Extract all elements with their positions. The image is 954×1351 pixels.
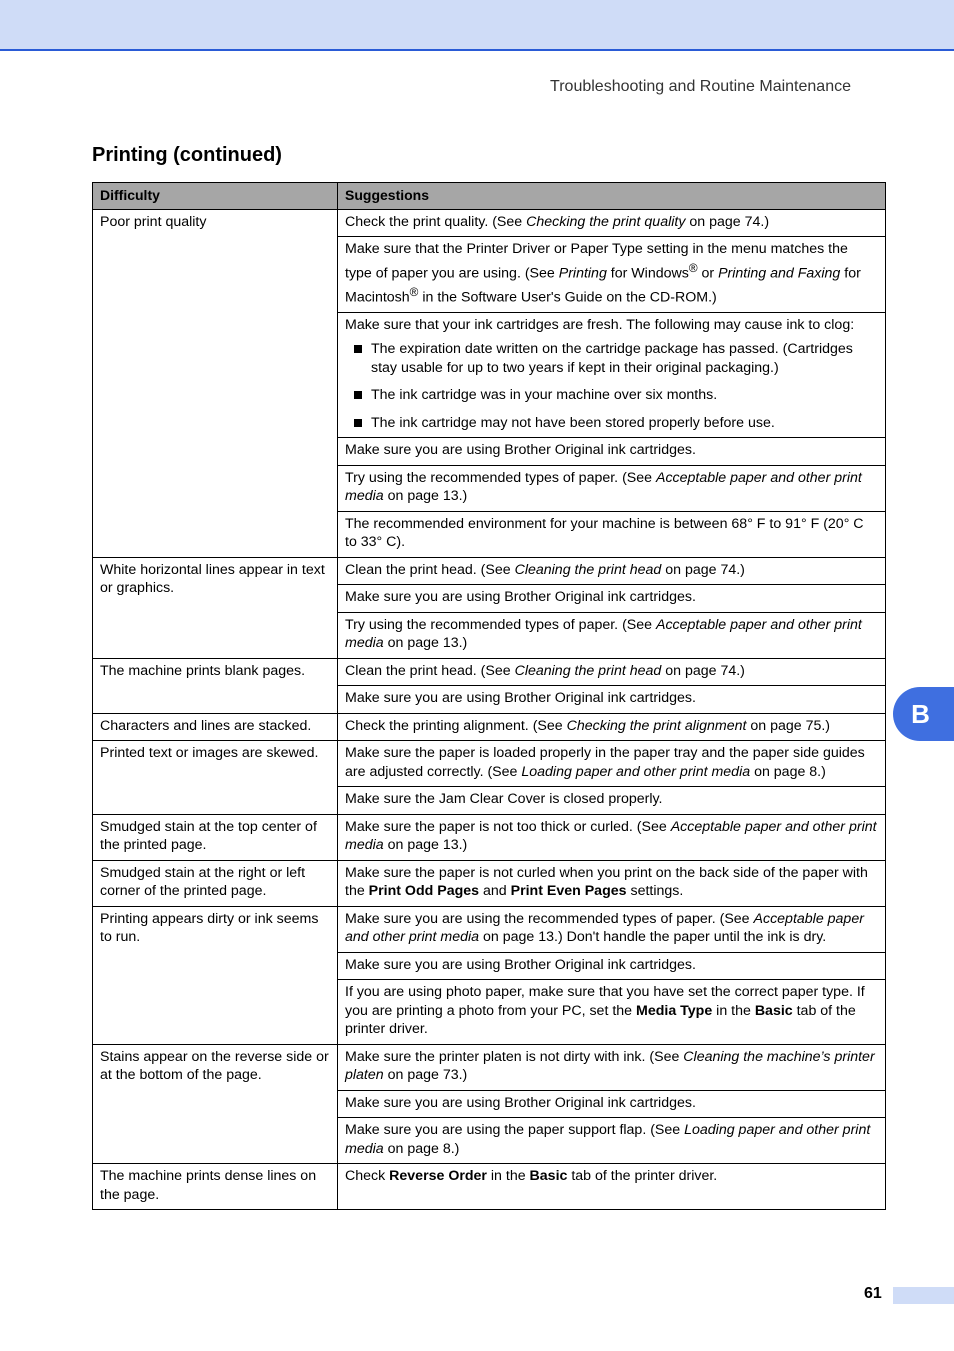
text-run: and (479, 883, 511, 900)
cross-reference: Acceptable paper and other print media (345, 616, 862, 652)
cross-reference: Cleaning the print head (514, 561, 662, 578)
table-row (93, 860, 886, 906)
table-row (93, 741, 886, 787)
cross-reference: Loading paper and other print media (345, 1122, 871, 1157)
suggestion-cell (338, 237, 886, 313)
text-run: Check (345, 1168, 390, 1185)
ui-term: Reverse Order (389, 1168, 487, 1185)
suggestion-cell (338, 860, 886, 906)
suggestion-cell (338, 1164, 886, 1210)
cross-reference: Checking the print alignment (566, 717, 747, 734)
text-run: in the (486, 1168, 530, 1185)
suggestion-cell (338, 1118, 886, 1164)
text-run: Try using the recommended types of paper. (See (345, 616, 656, 633)
text-run: on page 13.) (383, 635, 468, 652)
cross-reference: Acceptable paper and other print media (345, 818, 877, 854)
difficulty-cell: Stains appear on the reverse side or at the bottom of the page. (93, 1044, 338, 1164)
text-run: for Windows (606, 265, 689, 282)
cross-reference: Cleaning the print head (514, 662, 662, 679)
text-run: The recommended environment for your machine is between 68° F to 91° F (20° C to 33° C). (345, 515, 864, 551)
text-run: Make sure that the Printer Driver or Paper Type setting in the menu matches the type of paper you are using. (See (345, 241, 848, 282)
text-run: Make sure you are using Brother Original ink cartridges. (345, 956, 696, 973)
registered-mark: ® (409, 284, 419, 299)
suggestion-cell (338, 980, 886, 1045)
bullet-item: The expiration date written on the cartridge package has passed. (Cartridges stay usable for up to two years if kept in their original packaging.) (345, 340, 878, 377)
text-run: Make sure the paper is loaded properly in the paper tray and the paper side guides are adjusted correctly. (See (345, 745, 865, 780)
suggestion-cell (338, 686, 886, 714)
footer-bar (893, 1287, 954, 1304)
ui-term: Basic (529, 1168, 568, 1185)
table-row (93, 713, 886, 741)
text-run: on page 74.) (661, 662, 745, 679)
text-run: in the Software User's Guide on the CD-ROM.) (418, 289, 717, 306)
suggestion-cell (338, 612, 886, 658)
text-run: on page 75.) (746, 717, 831, 734)
suggestion-cell (338, 465, 886, 511)
difficulty-cell: Smudged stain at the right or left corner of the printed page. (93, 860, 338, 906)
cross-reference: Printing and Faxing (718, 265, 841, 282)
suggestion-cell (338, 952, 886, 980)
text-run: Make sure you are using Brother Original ink cartridges. (345, 1094, 696, 1111)
troubleshooting-table (92, 182, 886, 1210)
difficulty-cell: White horizontal lines appear in text or graphics. (93, 557, 338, 658)
ui-term: Media Type (636, 1002, 713, 1019)
suggestion-cell (338, 1044, 886, 1090)
column-header-difficulty: Difficulty (93, 183, 338, 210)
suggestion-cell (338, 585, 886, 613)
header-band (0, 0, 954, 51)
table-row (93, 814, 886, 860)
text-run: Make sure the Jam Clear Cover is closed properly. (345, 791, 663, 808)
text-run: on page 8.) (750, 763, 826, 780)
ui-term: Basic (754, 1002, 793, 1019)
text-run: for Macintosh (345, 265, 861, 306)
text-run: Check the print quality. (See (345, 213, 527, 230)
text-run: on page 13.) Don't handle the paper until the ink is dry. (479, 929, 827, 946)
text-run: settings. (626, 883, 684, 900)
table-row (93, 906, 886, 952)
table-header-row (93, 183, 886, 210)
table-row (93, 1164, 886, 1210)
suggestion-cell (338, 511, 886, 557)
text-run: Make sure you are using the recommended types of paper. (See (345, 910, 754, 927)
appendix-tab: B (893, 687, 954, 741)
text-run: Try using the recommended types of paper. (See (345, 469, 656, 486)
ui-term: Print Even Pages (510, 883, 627, 900)
suggestion-intro: Make sure that your ink cartridges are fresh. The following may cause ink to clog: (345, 316, 855, 333)
text-run: Make sure you are using Brother Original ink cartridges. (345, 690, 696, 707)
difficulty-cell: The machine prints dense lines on the page. (93, 1164, 338, 1210)
suggestion-cell (338, 741, 886, 787)
suggestion-cell (338, 713, 886, 741)
cross-reference: Checking the print quality (526, 213, 686, 230)
cross-reference: Cleaning the machine’s printer platen (345, 1048, 875, 1084)
bullet-item: The ink cartridge may not have been stored properly before use. (345, 414, 878, 433)
suggestion-cell (338, 814, 886, 860)
text-run: or (697, 265, 719, 282)
suggestion-cell (338, 787, 886, 815)
table-row (93, 658, 886, 686)
text-run: on page 74.) (685, 213, 770, 230)
text-run: Make sure you are using Brother Original ink cartridges. (345, 589, 696, 606)
bullet-list (345, 340, 878, 432)
text-run: Clean the print head. (See (345, 662, 515, 679)
running-header: Troubleshooting and Routine Maintenance (550, 78, 851, 95)
text-run: on page 74.) (661, 561, 745, 578)
difficulty-cell: Printing appears dirty or ink seems to run. (93, 906, 338, 1044)
suggestion-cell (338, 658, 886, 686)
difficulty-cell: Smudged stain at the top center of the printed page. (93, 814, 338, 860)
suggestion-cell (338, 1090, 886, 1118)
difficulty-cell: Printed text or images are skewed. (93, 741, 338, 815)
page-number: 61 (864, 1285, 882, 1302)
registered-mark: ® (688, 260, 698, 275)
text-run: Make sure the paper is not too thick or curled. (See (345, 818, 671, 835)
cross-reference: Acceptable paper and other print media (345, 910, 864, 946)
text-run: Make sure the printer platen is not dirty with ink. (See (345, 1048, 684, 1065)
table-row (93, 1044, 886, 1090)
text-run: Make sure you are using Brother Original ink cartridges. (345, 442, 696, 459)
difficulty-cell: The machine prints blank pages. (93, 658, 338, 713)
text-run: Make sure the paper is not curled when you print on the back side of the paper with the (345, 864, 868, 900)
difficulty-cell: Poor print quality (93, 209, 338, 557)
suggestion-cell (338, 557, 886, 585)
text-run: in the (712, 1002, 755, 1019)
cross-reference: Printing (558, 265, 607, 282)
suggestion-cell (338, 906, 886, 952)
text-run: Clean the print head. (See (345, 561, 515, 578)
text-run: Make sure you are using the paper support flap. (See (345, 1122, 685, 1139)
ui-term: Print Odd Pages (368, 883, 480, 900)
table-body (93, 209, 886, 1210)
text-run: on page 8.) (383, 1140, 460, 1157)
cross-reference: Loading paper and other print media (521, 763, 751, 780)
suggestion-cell (338, 438, 886, 466)
text-run: on page 73.) (383, 1067, 468, 1084)
section-title: Printing (continued) (92, 144, 282, 166)
suggestion-cell (338, 312, 886, 438)
suggestion-cell (338, 209, 886, 237)
table-row (93, 557, 886, 585)
text-run: on page 13.) (383, 488, 468, 505)
table-row (93, 209, 886, 237)
text-run: tab of the printer driver. (345, 1002, 856, 1038)
text-run: tab of the printer driver. (567, 1168, 718, 1185)
text-run: If you are using photo paper, make sure that you have set the correct paper type. If you are printing a photo from your PC, set the (345, 984, 865, 1019)
text-run: on page 13.) (383, 837, 468, 854)
text-run: Check the printing alignment. (See (345, 717, 567, 734)
cross-reference: Acceptable paper and other print media (345, 469, 862, 505)
bullet-item: The ink cartridge was in your machine over six months. (345, 386, 878, 405)
column-header-suggestions: Suggestions (338, 183, 886, 210)
difficulty-cell: Characters and lines are stacked. (93, 713, 338, 741)
